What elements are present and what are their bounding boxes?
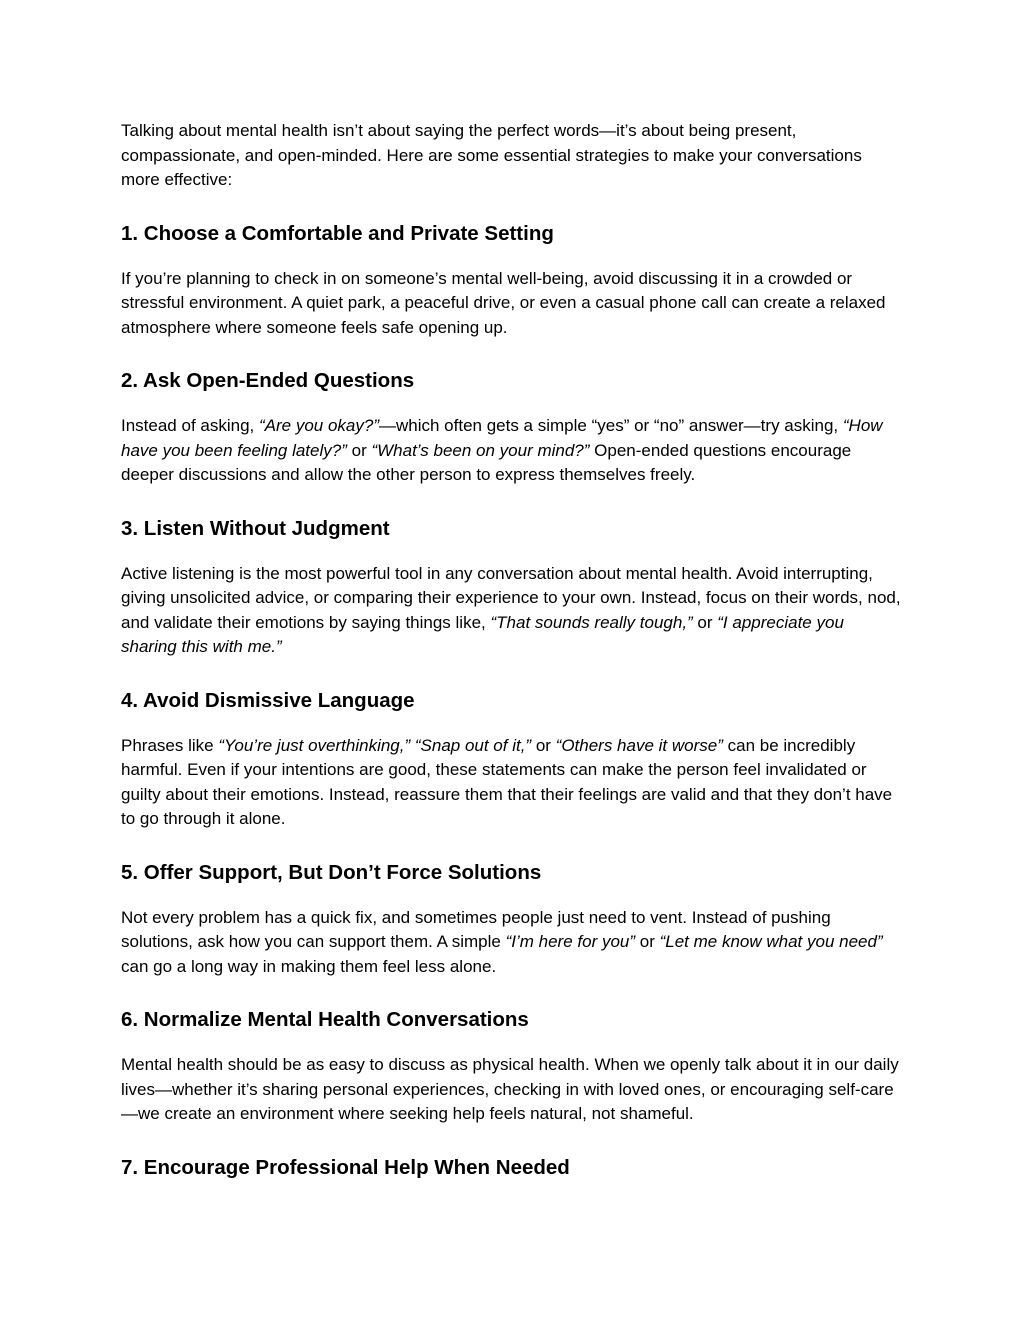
section-heading: 2. Ask Open-Ended Questions xyxy=(121,369,415,392)
intro-paragraph: Talking about mental health isn’t about saying the perfect words—it’s about being present, compassionate, and open-minded. Here are some essential strategies to make your conversations more effective: xyxy=(121,121,862,189)
section-paragraph xyxy=(121,414,903,488)
document-page xyxy=(121,119,903,1201)
section-heading: 5. Offer Support, But Don’t Force Solutions xyxy=(121,860,542,884)
text-run: Not every problem has a quick fix, and sometimes people just need to vent. Instead of pushing solutions, ask how you can support them. A simple xyxy=(121,907,831,951)
text-run: or xyxy=(635,932,660,951)
section-paragraph xyxy=(121,1053,903,1127)
italic-quote: “You’re just overthinking,” “Snap out of it,” xyxy=(218,735,532,755)
sections-container xyxy=(121,221,903,1181)
text-run: can go a long way in making them feel less alone. xyxy=(121,956,497,976)
section-paragraph xyxy=(121,267,903,341)
italic-quote: “What’s been on your mind?” xyxy=(371,440,590,460)
italic-quote: “That sounds really tough,” xyxy=(490,612,693,632)
text-run: or xyxy=(692,612,718,632)
text-run: can be incredibly harmful. Even if your intentions are good, these statements can make the person feel invalidated or guilty about their emotions. Instead, reassure them that their feelings are valid and that they don’t have to go through it alone. xyxy=(121,735,893,828)
text-run: Phrases like xyxy=(121,735,219,755)
italic-quote: “Are you okay?” xyxy=(258,416,379,435)
text-run: or xyxy=(531,735,556,755)
italic-quote: “I appreciate you sharing this with me.” xyxy=(121,612,844,656)
text-run: Mental health should be as easy to discuss as physical health. When we openly talk about it in our daily lives—whether it’s sharing personal experiences, checking in with loved ones, or encouraging self-care—we create an environment where seeking help feels natural, not shameful. xyxy=(121,1055,899,1123)
italic-quote: “Others have it worse” xyxy=(555,735,723,755)
section-heading: 3. Listen Without Judgment xyxy=(121,516,390,540)
section-heading: 6. Normalize Mental Health Conversations xyxy=(121,1008,529,1031)
section-paragraph xyxy=(121,562,903,660)
text-run: Instead of asking, xyxy=(121,416,259,435)
section-heading: 7. Encourage Professional Help When Needed xyxy=(121,1155,570,1179)
text-run: If you’re planning to check in on someone’s mental well-being, avoid discussing it in a crowded or stressful environment. A quiet park, a peaceful drive, or even a casual phone call can create a relaxed atmosphere where someone feels safe opening up. xyxy=(121,268,886,337)
section-paragraph xyxy=(121,906,903,980)
text-run: Active listening is the most powerful tool in any conversation about mental health. Avoid interrupting, giving unsolicited advice, or comparing their experience to your own. Instead, focus on their words, nod, and validate their emotions by saying things like, xyxy=(121,563,901,632)
italic-quote: “I’m here for you” xyxy=(505,932,636,951)
italic-quote: “How have you been feeling lately?” xyxy=(121,416,883,460)
italic-quote: “Let me know what you need” xyxy=(659,932,883,951)
section-heading: 1. Choose a Comfortable and Private Setting xyxy=(121,221,554,245)
section-paragraph xyxy=(121,734,903,832)
section-heading: 4. Avoid Dismissive Language xyxy=(121,688,415,712)
text-run: Open-ended questions encourage deeper discussions and allow the other person to express themselves freely. xyxy=(121,440,852,484)
text-run: —which often gets a simple “yes” or “no” answer—try asking, xyxy=(378,416,843,435)
text-run: or xyxy=(346,440,372,460)
